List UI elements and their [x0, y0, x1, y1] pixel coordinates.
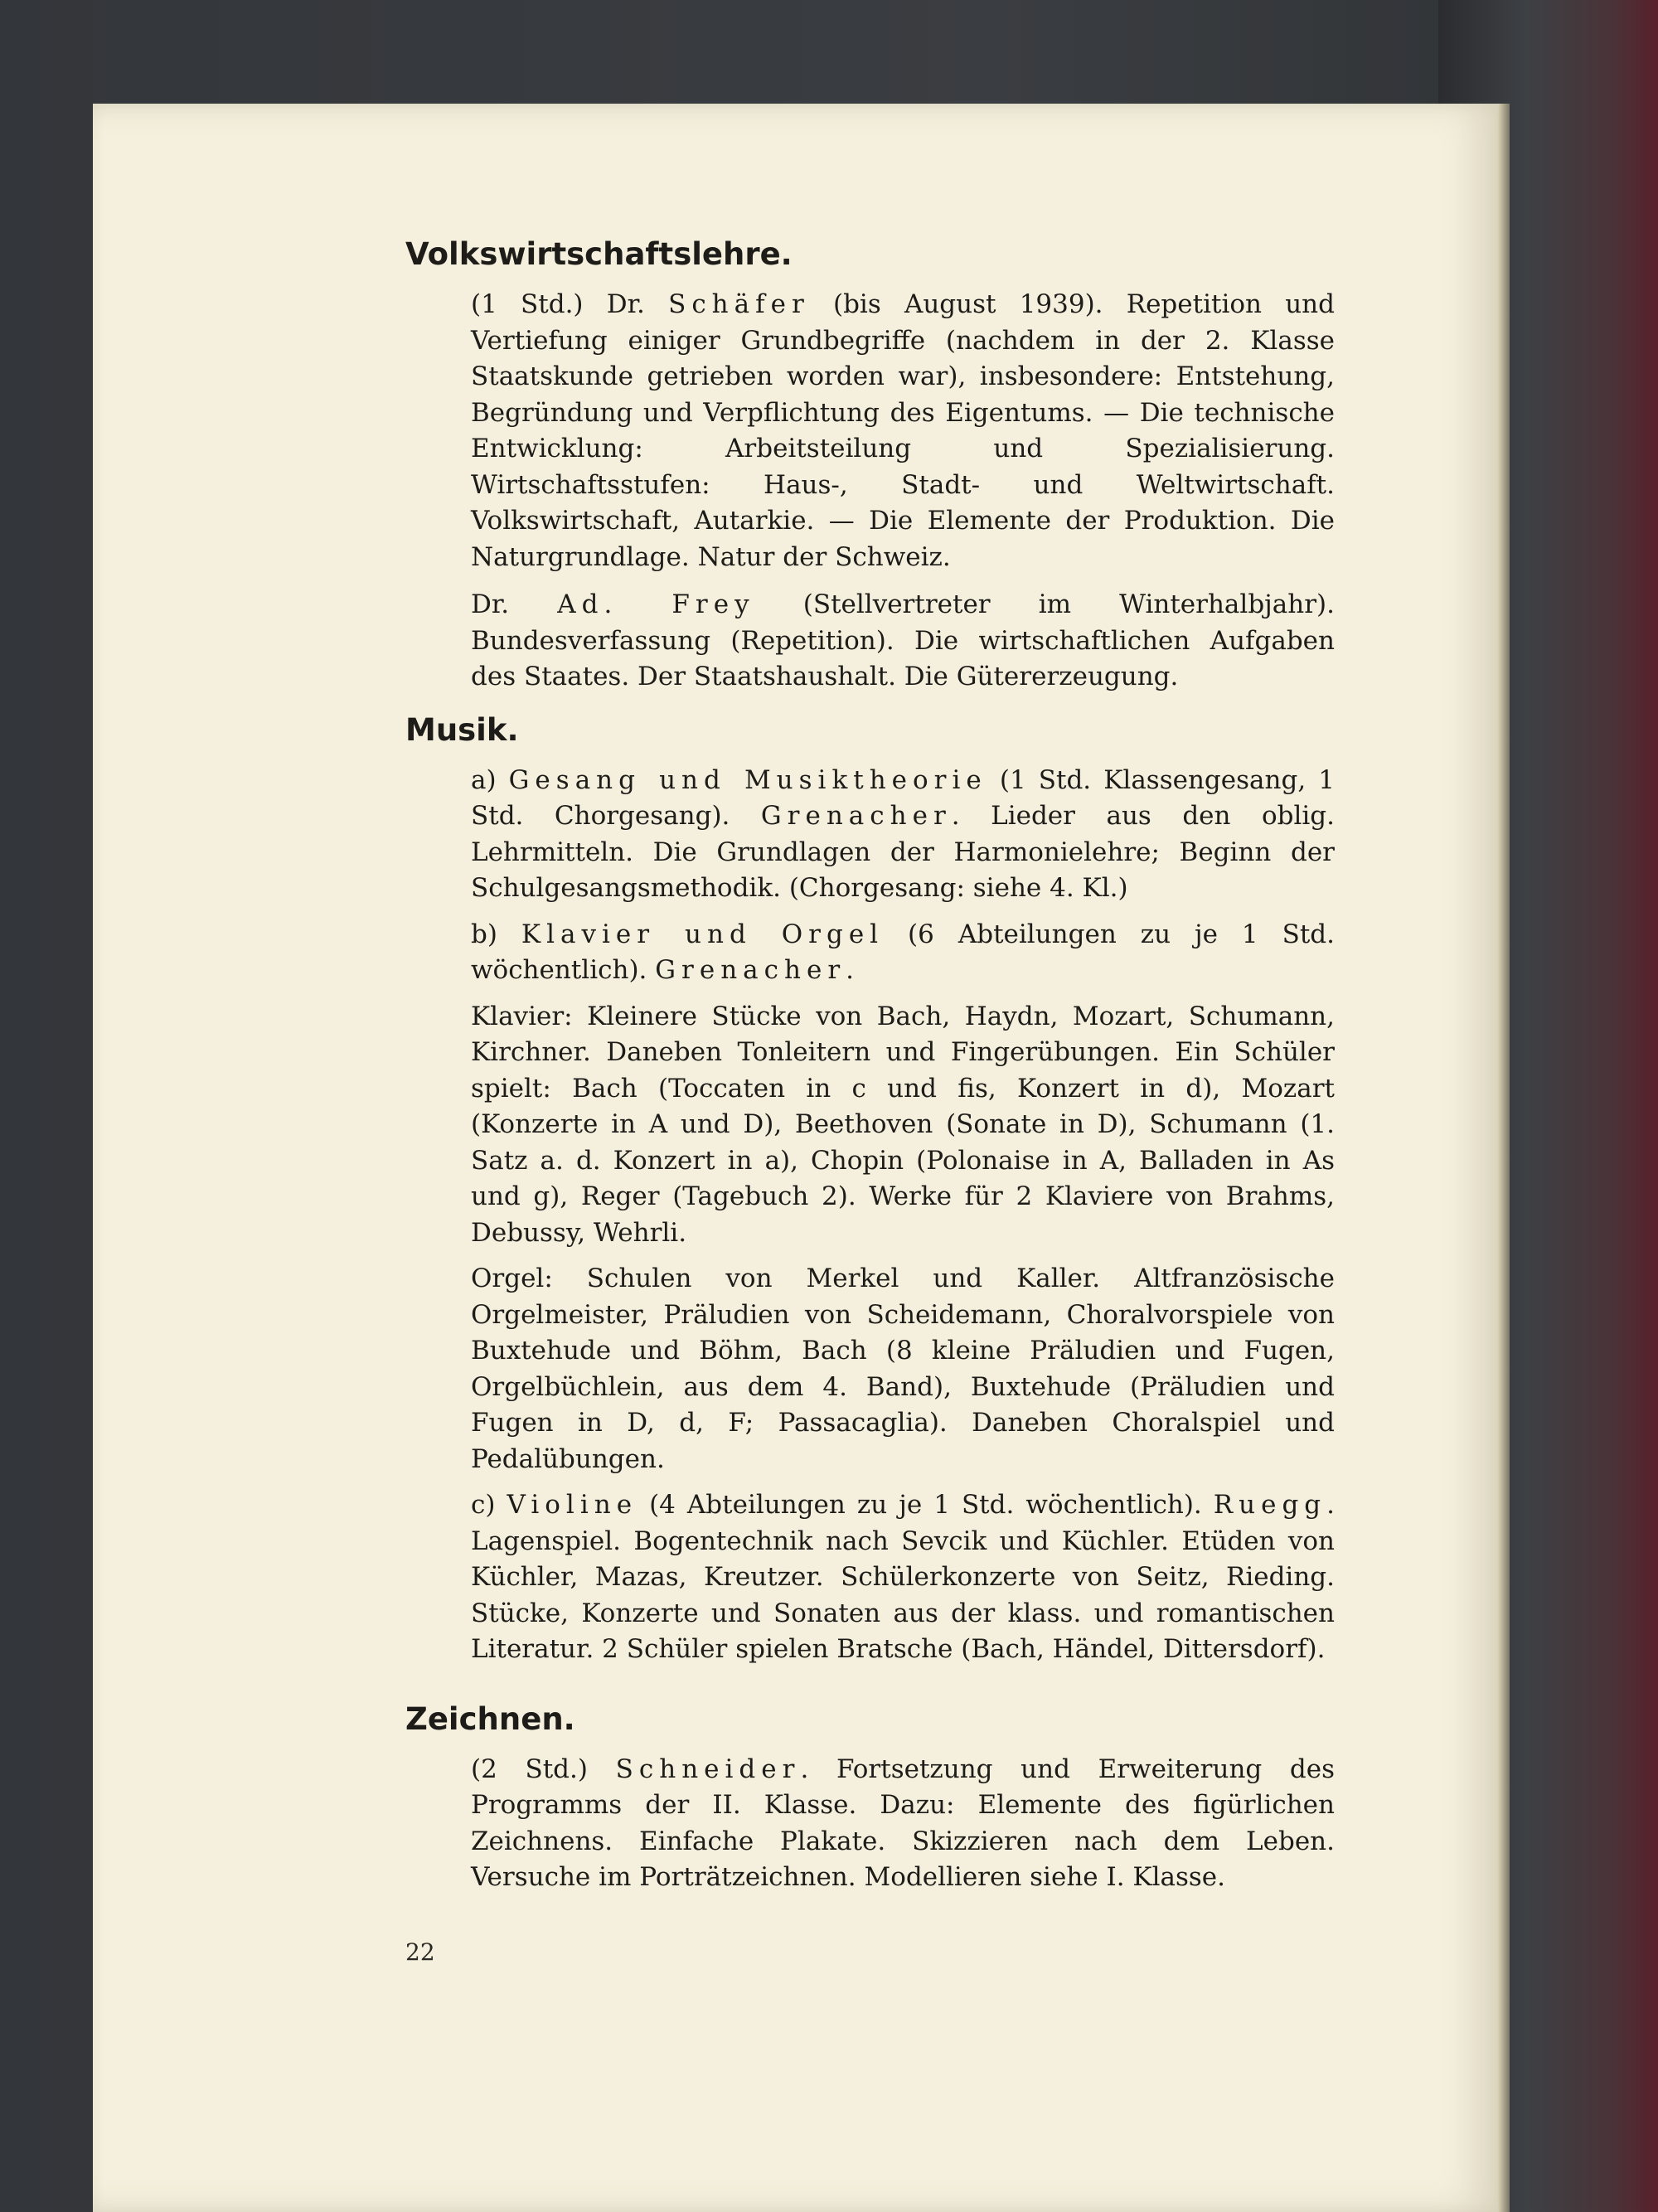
- subject-name: Gesang und Musiktheorie: [508, 764, 987, 795]
- teacher-name: Ad. Frey: [557, 589, 755, 619]
- text-run: (4 Abteilungen zu je 1 Std. wöchentlich).: [638, 1490, 1214, 1520]
- text-run: . Lagenspiel. Bogentechnik nach Sevcik und Küchler. Etüden von Küchler, Mazas, Kreutzer. Schülerkonzerte von Seitz, Rieding. Stücke, Konzerte und Sonaten aus der klass. und romantischen Literatur. 2 Schüler spielen Bratsche (Bach, Händel, Dittersdorf).: [471, 1490, 1335, 1664]
- teacher-name: Grenacher: [655, 955, 846, 985]
- text-run: b): [471, 919, 521, 949]
- text-run: . Fortsetzung und Erweiterung des Programms der II. Klasse. Dazu: Elemente des figürlichen Zeichnens. Einfache Plakate. Skizzieren nach dem Leben. Versuche im Porträtzeichnen. Modellieren siehe I. Klasse.: [471, 1754, 1336, 1892]
- text-run: .: [846, 955, 854, 985]
- teacher-name: Ruegg: [1213, 1490, 1327, 1520]
- paragraph-musik-b: [406, 917, 1335, 989]
- text-run: (1 Std.) Dr.: [471, 289, 669, 319]
- page-edge: [1498, 104, 1510, 2212]
- teacher-name: Schneider: [615, 1754, 801, 1784]
- paragraph-zeichnen: [406, 1752, 1335, 1896]
- paragraph-volkswirtschaft-1: [406, 287, 1335, 575]
- paragraph-musik-orgel: Orgel: Schulen von Merkel und Kaller. Altfranzösische Orgelmeister, Präludien von Scheidemann, Choralvorspiele von Buxtehude und Böhm, Bach (8 kleine Präludien und Fugen, Orgelbüchlein, aus dem 4. Band), Buxtehude (Präludien und Fugen in D, d, F; Passacaglia). Daneben Choralspiel und Pedalübungen.: [471, 1264, 1335, 1474]
- text-run: a): [471, 764, 509, 795]
- text-run: (2 Std.): [471, 1754, 616, 1784]
- section-heading-musik: Musik.: [405, 711, 519, 748]
- text-run: (1 Std. Klassengesang, 1 Std. Chorgesang).: [471, 764, 1335, 831]
- paragraph-musik-a: [406, 763, 1335, 907]
- text-run: . Lieder aus den oblig. Lehrmitteln. Die Grundlagen der Harmonielehre; Beginn der Schulgesangsmethodik. (Chorgesang: siehe 4. Kl.): [471, 801, 1335, 903]
- paragraph-musik-c: [406, 1487, 1335, 1668]
- text-run: (6 Abteilungen zu je 1 Std. wöchentlich).: [471, 919, 1336, 985]
- teacher-name: Schäfer: [668, 289, 810, 319]
- text-run: (Stellvertreter im Winterhalbjahr). Bundesverfassung (Repetition). Die wirtschaftlichen Aufgaben des Staates. Der Staatshaushalt. Die Gütererzeugung.: [471, 589, 1335, 691]
- text-run: c): [471, 1490, 507, 1520]
- subject-name: Violine: [507, 1490, 638, 1520]
- text-run: Dr.: [471, 589, 558, 619]
- text-run: (bis August 1939). Repetition und Vertiefung einiger Grundbegriffe (nachdem in der 2. Klasse Staatskunde getrieben worden war), insbesondere: Entstehung, Begründung und Verpflichtung des Eigentums. — Die technische Entwicklung: Arbeitsteilung und Spezialisierung. Wirtschaftsstufen: Haus-, Stadt- und Weltwirtschaft. Volkswirtschaft, Autarkie. — Die Elemente der Produktion. Die Naturgrundlage. Natur der Schweiz.: [471, 289, 1335, 572]
- teacher-name: Grenacher: [760, 801, 952, 831]
- page-number: 22: [405, 1938, 435, 1966]
- page-text-block: [406, 236, 1335, 1896]
- subject-name: Klavier und Orgel: [521, 919, 885, 949]
- paragraph-musik-klavier: Klavier: Kleinere Stücke von Bach, Haydn, Mozart, Schumann, Kirchner. Daneben Tonleitern und Fingerübungen. Ein Schüler spielt: Bach (Toccaten in c und fis, Konzert in d), Mozart (Konzerte in A und D), Beethoven (Sonate in D), Schumann (1. Satz a. d. Konzert in a), Chopin (Polonaise in A, Balladen in As und g), Reger (Tagebuch 2). Werke für 2 Klaviere von Brahms, Debussy, Wehrli.: [471, 1001, 1335, 1248]
- section-heading-zeichnen: Zeichnen.: [405, 1700, 575, 1737]
- section-heading-volkswirtschaftslehre: Volkswirtschaftslehre.: [405, 236, 793, 272]
- paragraph-volkswirtschaft-2: [406, 587, 1335, 696]
